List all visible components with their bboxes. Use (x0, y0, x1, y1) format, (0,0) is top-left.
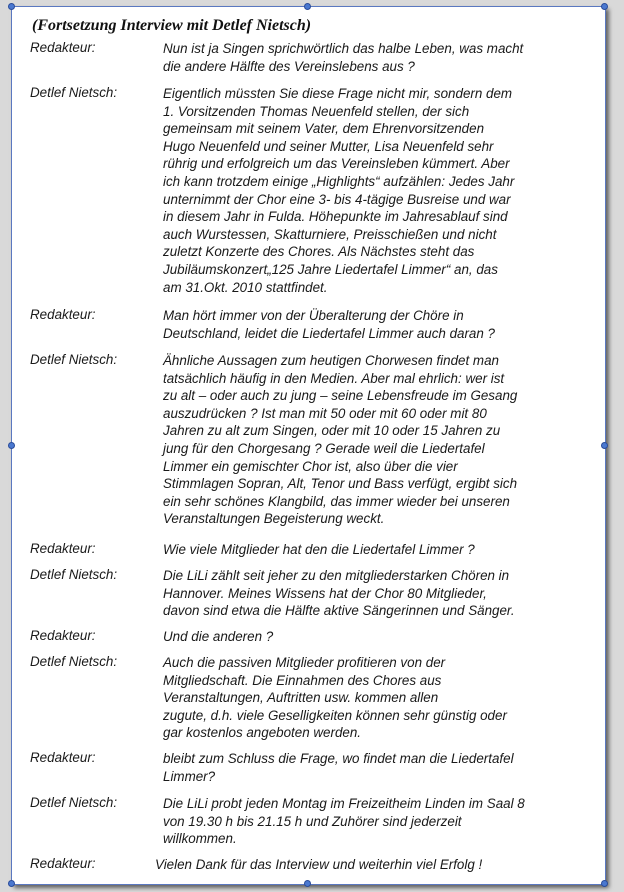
speaker-label: Detlef Nietsch: (30, 352, 118, 367)
entry-text: bleibt zum Schluss die Frage, wo findet man die Liedertafel Limmer? (163, 751, 514, 784)
resize-handle-top-left[interactable] (8, 3, 15, 10)
speaker-label: Redakteur: (30, 40, 96, 55)
resize-handle-top[interactable] (304, 3, 311, 10)
entry-text: Vielen Dank für das Interview und weiterhin viel Erfolg ! (155, 857, 483, 872)
speaker-label: Redakteur: (30, 307, 96, 322)
speaker-label: Redakteur: (30, 856, 96, 871)
interview-heading: (Fortsetzung Interview mit Detlef Nietsch) (32, 17, 312, 34)
resize-handle-bottom-left[interactable] (8, 880, 15, 887)
entry-text: Nun ist ja Singen sprichwörtlich das halbe Leben, was macht die andere Hälfte des Vereinslebens aus ? (163, 41, 524, 74)
entry-text: Eigentlich müssten Sie diese Frage nicht mir, sondern dem 1. Vorsitzenden Thomas Neuenfeld stellen, der sich gemeinsam mit seinem Vater, dem Ehrenvorsitzenden Hugo Neuenfeld und seiner Mutter, Lisa Neuenfeld sehr rührig und erfolgreich um das Vereinsleben kümmert. Aber ich kann trotzdem einige „Highlights“ aufzählen: Jedes Jahr unternimmt der Chor eine 3- bis 4-tägige Busreise und war in diesem Jahr in Fulda. Höhepunkte im Jahresablauf sind auch Wurstessen, Skatturniere, Preisschießen und nicht zuletzt Konzerte des Chores. Als Nächstes steht das Jubiläumskonzert„125 Jahre Liedertafel Limmer“ an, das am 31.Okt. 2010 stattfindet. (163, 86, 515, 295)
entry-text: Wie viele Mitglieder hat den die Liedertafel Limmer ? (163, 542, 475, 557)
resize-handle-left[interactable] (8, 442, 15, 449)
entry-text: Man hört immer von der Überalterung der Chöre in Deutschland, leidet die Liedertafel Limmer auch daran ? (163, 308, 495, 341)
speaker-label: Detlef Nietsch: (30, 567, 118, 582)
entry-text: Ähnliche Aussagen zum heutigen Chorwesen findet man tatsächlich häufig in den Medien. Aber mal ehrlich: wer ist zu alt – oder auch zu jung – seine Lebensfreude im Gesang auszudrücken ? Ist man mit 50 oder mit 60 oder mit 80 Jahren zu alt zum Singen, oder mit 10 oder 15 Jahren zu jung für den Chorgesang ? Gerade weil die Liedertafel Limmer ein gemischter Chor ist, also über die vier Stimmlagen Sopran, Alt, Tenor und Bass verfügt, ergibt sich ein sehr schönes Klangbild, das immer wieder bei unseren Veranstaltungen Begeisterung weckt. (163, 353, 518, 527)
text-box-frame[interactable] (11, 6, 606, 885)
resize-handle-right[interactable] (601, 442, 608, 449)
speaker-label: Detlef Nietsch: (30, 795, 118, 810)
speaker-label: Redakteur: (30, 628, 96, 643)
speaker-label: Detlef Nietsch: (30, 654, 118, 669)
entry-text: Und die anderen ? (163, 629, 274, 644)
speaker-label: Detlef Nietsch: (30, 85, 118, 100)
resize-handle-top-right[interactable] (601, 3, 608, 10)
entry-text: Die LiLi probt jeden Montag im Freizeitheim Linden im Saal 8 von 19.30 h bis 21.15 h und Zuhörer sind jederzeit willkommen. (163, 796, 525, 847)
resize-handle-bottom[interactable] (304, 880, 311, 887)
speaker-label: Redakteur: (30, 750, 96, 765)
entry-text: Auch die passiven Mitglieder profitieren von der Mitgliedschaft. Die Einnahmen des Chores aus Veranstaltungen, Auftritten usw. kommen allen zugute, d.h. viele Geselligkeiten können sehr günstig oder gar kostenlos angeboten werden. (163, 655, 507, 741)
entry-text: Die LiLi zählt seit jeher zu den mitgliederstarken Chören in Hannover. Meines Wissens hat der Chor 80 Mitglieder, davon sind etwa die Hälfte aktive Sängerinnen und Sänger. (163, 568, 515, 619)
resize-handle-bottom-right[interactable] (601, 880, 608, 887)
interview-entries (12, 7, 605, 884)
speaker-label: Redakteur: (30, 541, 96, 556)
